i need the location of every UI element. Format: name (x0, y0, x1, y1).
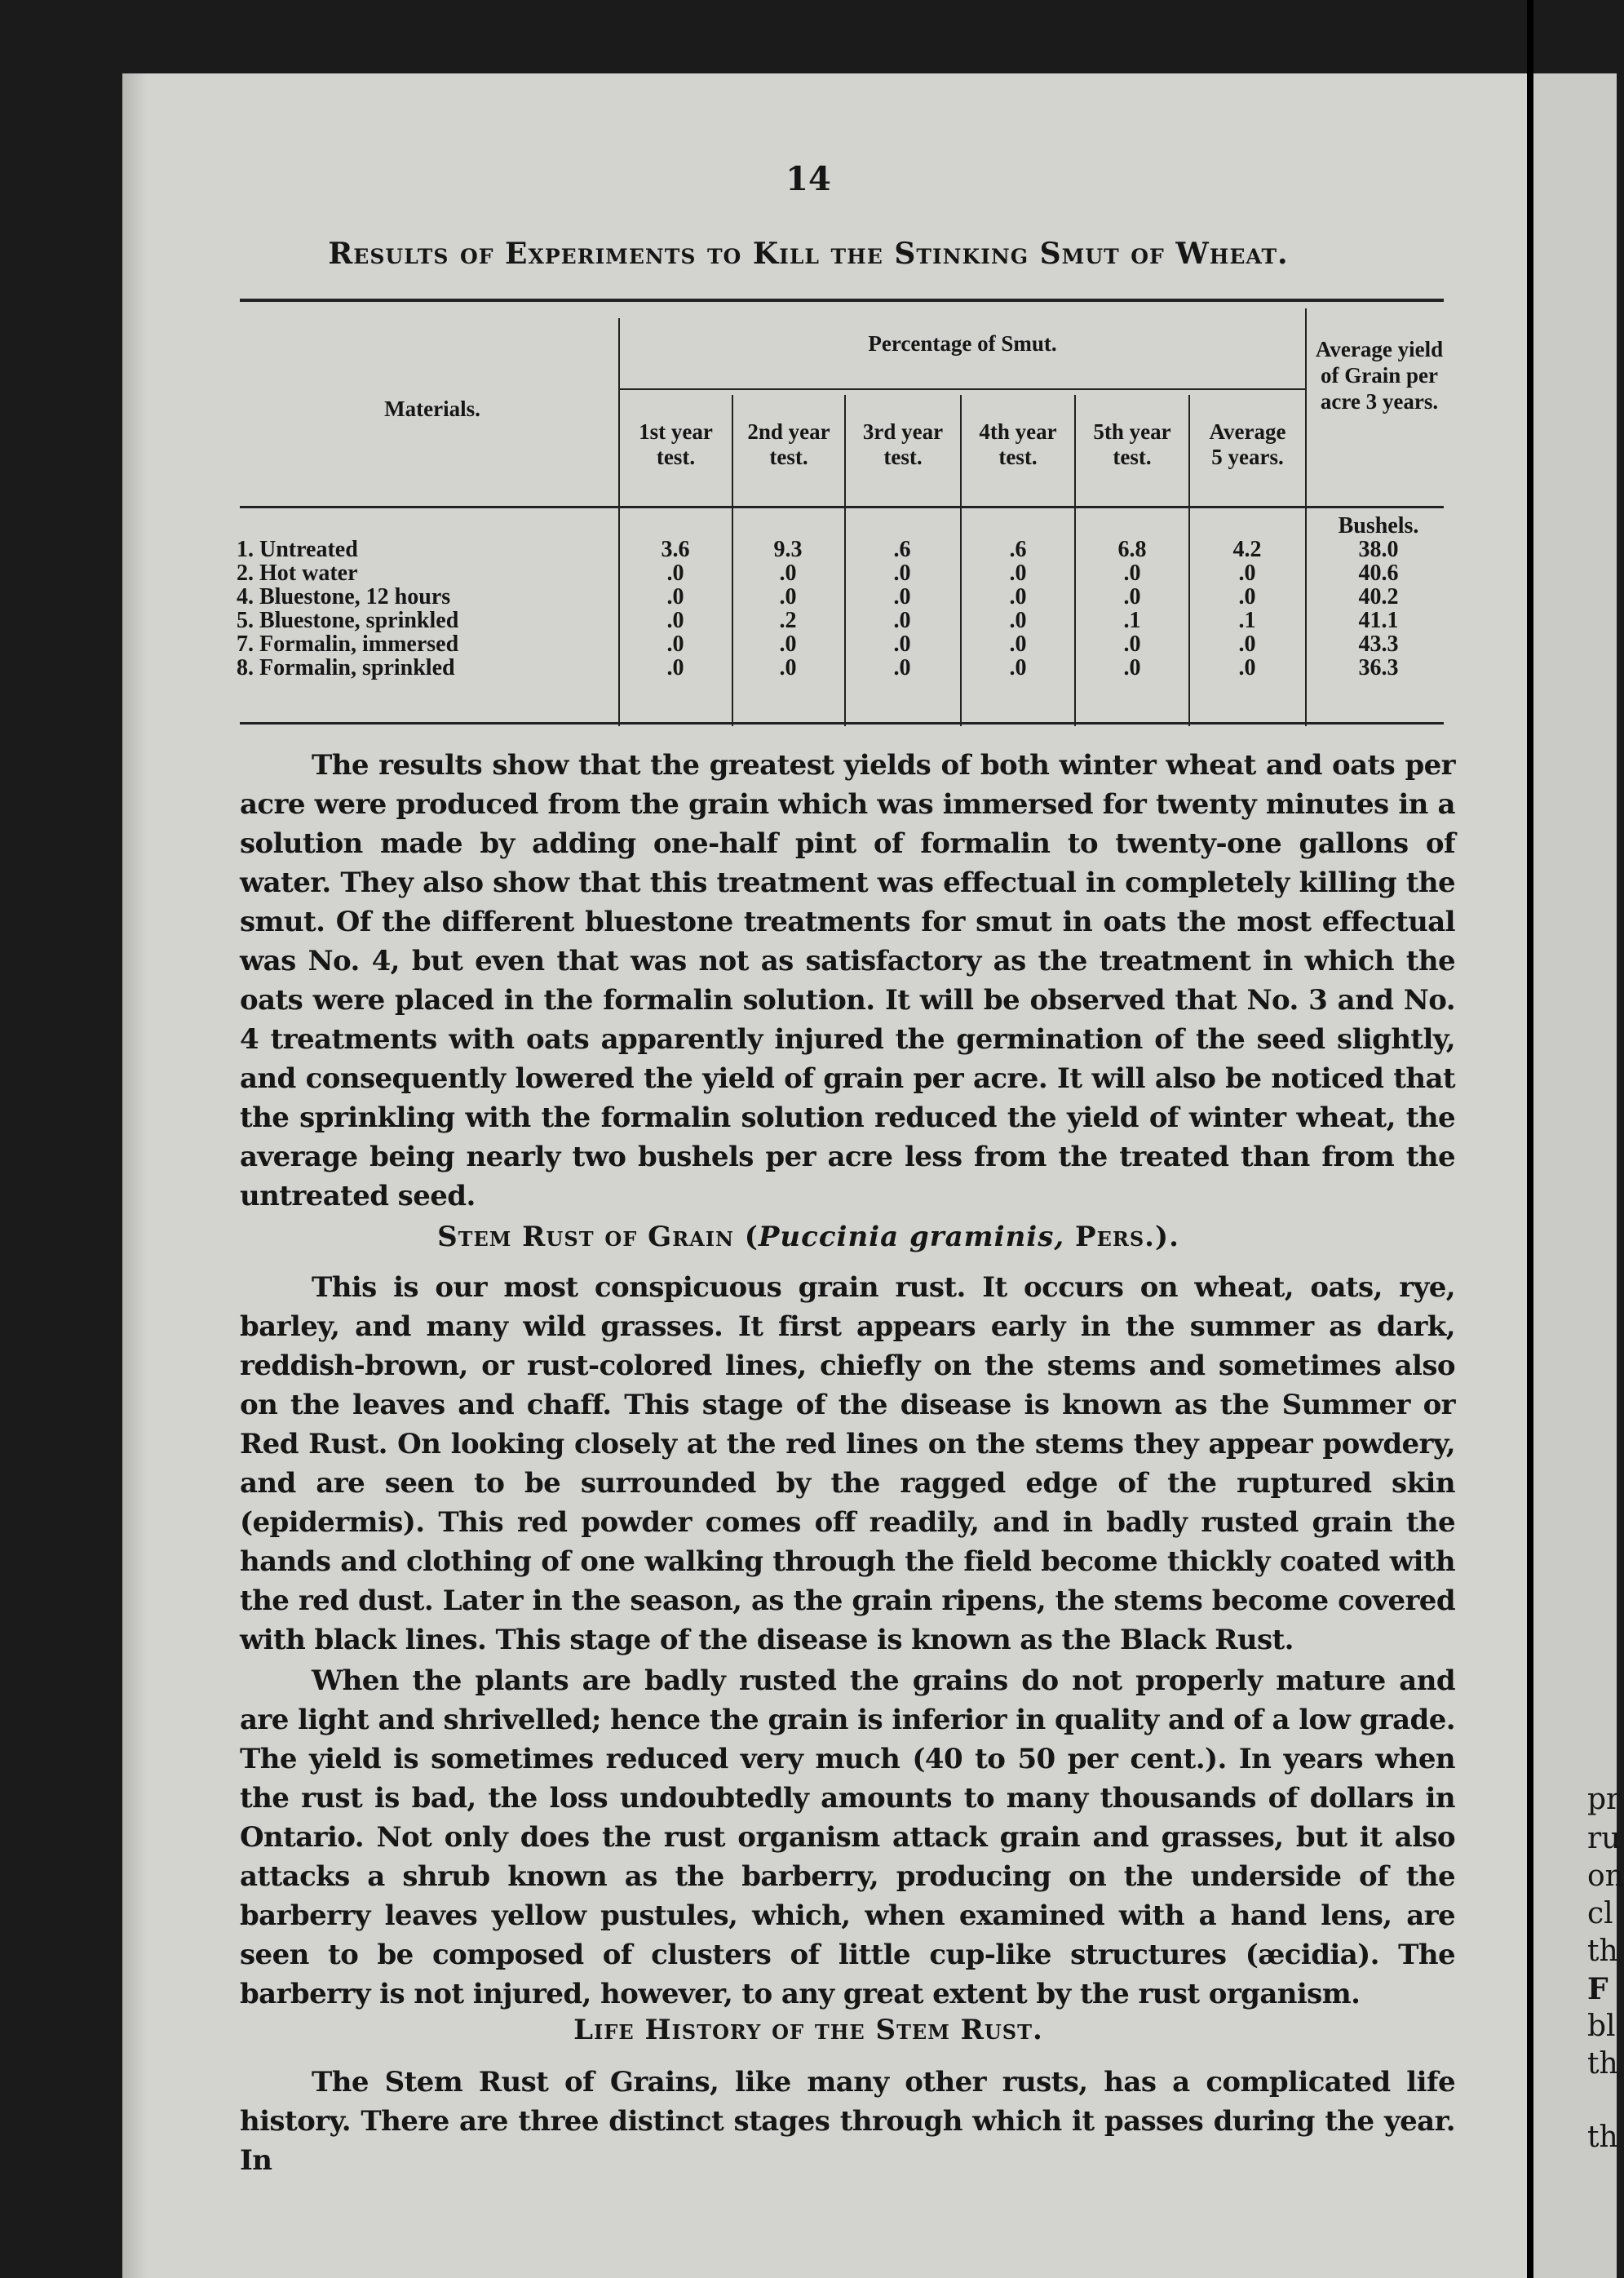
yield-header: Average yield of Grain per acre 3 years. (1315, 337, 1444, 414)
adjacent-page-edge (1533, 73, 1624, 2278)
table-cell: .2 (779, 608, 797, 633)
table-cell: 3.6 (661, 537, 690, 562)
paragraph-results: The results show that the greatest yields of both winter wheat and oats per acre were produced from the grain which was immersed for twenty minutes in a solution made by adding one-half pint of formalin to twenty-one gallons of water. They also show that this treatment was effectual in completely killing the smut. Of the different bluestone treatments for smut in oats the most effectual was No. 4, but even that was not as satisfactory as the treatment in which the oats were placed in the formalin solution. It will be observed that No. 3 and No. 4 treatments with oats apparently injured the germination of the seed slightly, and consequently lowered the yield of grain per acre. It will also be noticed that the sprinkling with the formalin solution reduced the yield of winter wheat, the average being nearly two bushels per acre less from the treated than from the untreated seed. (240, 749, 1455, 1212)
adjacent-fragment: ru (1587, 1822, 1621, 1855)
table-cell: .0 (1009, 584, 1027, 609)
materials-header: Materials. (384, 397, 480, 421)
row-label: 7. Formalin, immersed (237, 632, 459, 657)
table-bottom-rule (240, 722, 1444, 725)
table-cell: .0 (666, 608, 684, 633)
table-cell: 40.2 (1358, 584, 1399, 609)
adjacent-fragment: on (1587, 1859, 1624, 1893)
row-labels (237, 538, 616, 680)
table-cell: .0 (1123, 655, 1141, 680)
table-cell: .0 (779, 584, 797, 609)
table-cell: .0 (893, 561, 911, 586)
table-cell: .0 (1123, 561, 1141, 586)
page-title: Results of Experiments to Kill the Stinking Smut of Wheat. (328, 237, 1289, 271)
table-cell: 43.3 (1358, 632, 1399, 657)
col-3rd-year (849, 514, 955, 680)
paragraph-barberry: When the plants are badly rusted the grains do not properly mature and are light and shrivelled; hence the grain is inferior in quality and of a low grade. The yield is sometimes reduced very much (40 to 50 per cent.). In years when the rust is bad, the loss undoubtedly amounts to many thousands of dollars in Ontario. Not only does the rust organism attack grain and grasses, but it also attacks a shrub known as the barberry, producing on the underside of the barberry leaves yellow pustules, which, when examined with a hand lens, are seen to be composed of clusters of little cup-like structures (æcidia). The barberry is not injured, however, to any great extent by the rust organism. (240, 1664, 1455, 2010)
adjacent-fragment: th (1587, 2121, 1618, 2154)
col-header: 1st year test. (639, 419, 713, 469)
table-col-divider (1305, 308, 1307, 726)
adjacent-fragment: th (1587, 2047, 1618, 2081)
col-average (1194, 514, 1300, 680)
col-header: 2nd year test. (747, 419, 830, 469)
col-yield (1321, 514, 1436, 680)
table-cell: .0 (1009, 561, 1027, 586)
table-cell: .0 (1009, 632, 1027, 657)
table-group-rule (620, 388, 1305, 390)
table-cell: .0 (1238, 655, 1256, 680)
col-header: 3rd year test. (862, 419, 944, 469)
paragraph-life-history: The Stem Rust of Grains, like many other rusts, has a complicated life history. There are three distinct stages through which it passes during the year. In (240, 2066, 1455, 2177)
table-top-rule (240, 299, 1444, 302)
table-cell: .0 (666, 561, 684, 586)
table-cell: .0 (779, 632, 797, 657)
table-cell: .0 (666, 584, 684, 609)
table-col-divider (618, 318, 620, 726)
table-cell: .0 (1123, 584, 1141, 609)
col-1st-year (622, 514, 728, 680)
table-cell: .1 (1238, 608, 1256, 633)
table-cell: 36.3 (1358, 655, 1399, 680)
table-cell: .0 (1009, 655, 1027, 680)
table-cell: .0 (1238, 561, 1256, 586)
table-cell: 9.3 (773, 537, 803, 562)
col-4th-year (965, 514, 1071, 680)
page-edge-shadow (122, 73, 147, 2278)
heading-stem-rust: Stem Rust of Grain (Puccinia graminis, Pers.). (437, 1221, 1179, 1253)
table-cell: .0 (893, 608, 911, 633)
table-cell: .0 (1238, 584, 1256, 609)
table-cell: .0 (893, 655, 911, 680)
col-header: 5th year test. (1093, 419, 1171, 469)
adjacent-fragment: th (1587, 1935, 1618, 1968)
heading-life-history: Life History of the Stem Rust. (573, 2014, 1043, 2046)
col-header: 4th year test. (979, 419, 1057, 469)
table-cell: .6 (1009, 537, 1027, 562)
col-header: Average 5 years. (1209, 419, 1286, 469)
row-label: 4. Bluestone, 12 hours (237, 584, 451, 609)
adjacent-fragment: bl (1587, 2010, 1616, 2043)
table-cell: 6.8 (1117, 537, 1147, 562)
table-cell: .0 (1238, 632, 1256, 657)
table-cell: .0 (779, 561, 797, 586)
book-gutter (1527, 0, 1533, 2278)
table-cell: .0 (893, 632, 911, 657)
table-cell: 4.2 (1232, 537, 1262, 562)
col-2nd-year (735, 514, 841, 680)
table-cell: .6 (893, 537, 911, 562)
table-cell: .0 (779, 655, 797, 680)
table-cell: .1 (1123, 608, 1141, 633)
table-cell: 38.0 (1358, 537, 1399, 562)
table-cell: .0 (1009, 608, 1027, 633)
table-cell: .0 (1123, 632, 1141, 657)
table-cell: .0 (893, 584, 911, 609)
row-label: 2. Hot water (237, 561, 358, 586)
paragraph-stem-rust: This is our most conspicuous grain rust. It occurs on wheat, oats, rye, barley, and many wild grasses. It first appears early in the summer as dark, reddish-brown, or rust-colored lines, chiefly on the stems and sometimes also on the leaves and chaff. This stage of the disease is known as the Summer or Red Rust. On looking closely at the red lines on the stems they appear powdery, and are seen to be surrounded by the ragged edge of the ruptured skin (epidermis). This red powder comes off readily, and in badly rusted grain the hands and clothing of one walking through the field become thickly coated with the red dust. Later in the season, as the grain ripens, the stems become covered with black lines. This stage of the disease is known as the Black Rust. (240, 1271, 1455, 1656)
percentage-group-header: Percentage of Smut. (868, 331, 1057, 356)
row-label: 5. Bluestone, sprinkled (237, 608, 459, 633)
page-number: 14 (785, 160, 831, 198)
adjacent-fragment: pr (1587, 1783, 1621, 1816)
adjacent-fragment: F (1587, 1972, 1609, 2006)
table-cell: 41.1 (1358, 608, 1399, 633)
yield-unit: Bushels. (1338, 513, 1419, 538)
row-label: 1. Untreated (237, 537, 358, 562)
table-cell: 40.6 (1358, 561, 1399, 586)
table-cell: .0 (666, 632, 684, 657)
table-header-rule (240, 506, 1444, 508)
row-label: 8. Formalin, sprinkled (237, 655, 455, 680)
adjacent-fragment: cl (1587, 1897, 1613, 1930)
table-cell: .0 (666, 655, 684, 680)
col-5th-year (1079, 514, 1185, 680)
